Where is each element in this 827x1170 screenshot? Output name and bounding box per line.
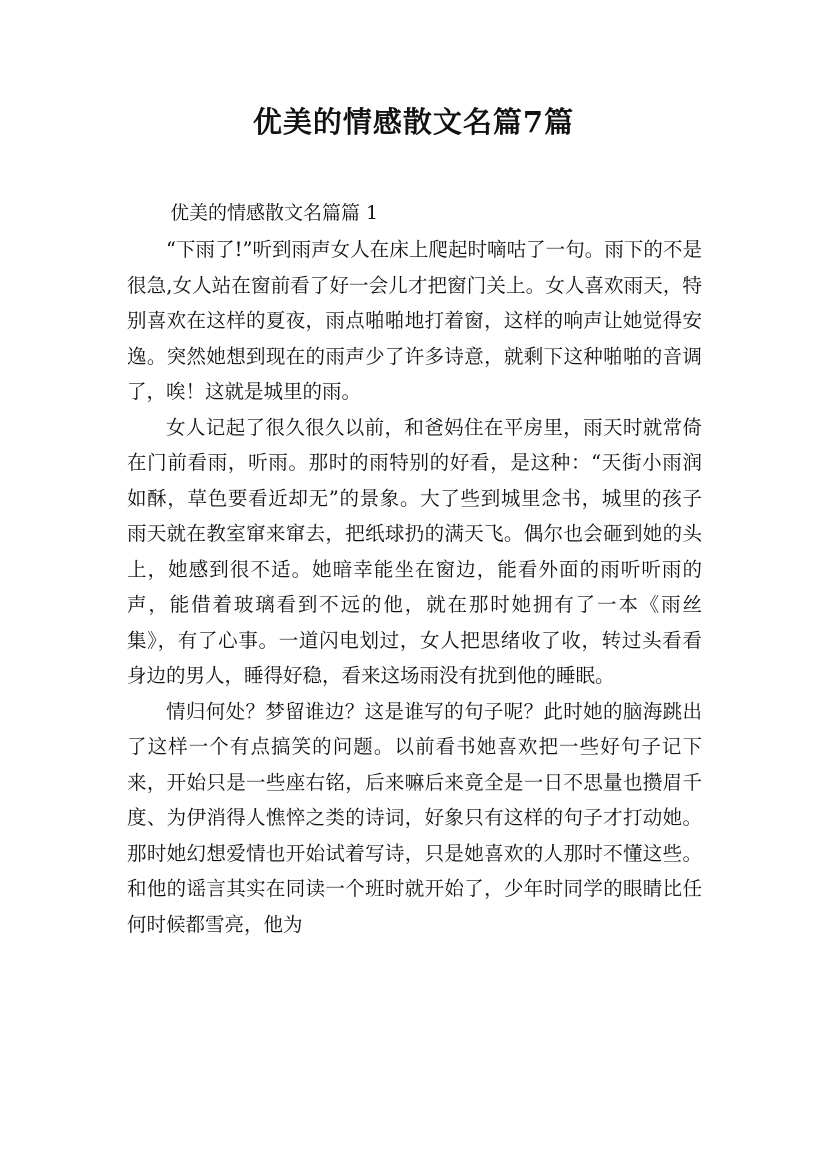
- article-body: [127, 232, 702, 942]
- paragraph: 情归何处？梦留谁边？这是谁写的句子呢？此时她的脑海跳出了这样一个有点搞笑的问题。以前看书她喜欢把一些好句子记下来，开始只是一些座右铭，后来嘛后来竟全是一日不思量也攒眉千度、为伊消得人憔悴之类的诗词，好象只有这样的句子才打动她。那时她幻想爱情也开始试着写诗，只是她喜欢的人那时不懂这些。和他的谣言其实在同读一个班时就开始了，少年时同学的眼睛比任何时候都雪亮，他为: [127, 699, 702, 936]
- page-title: 优美的情感散文名篇7篇: [252, 105, 575, 139]
- paragraph: 女人记起了很久很久以前，和爸妈住在平房里，雨天时就常倚在门前看雨，听雨。那时的雨特别的好看，是这种：“天街小雨润如酥，草色要看近却无”的景象。大了些到城里念书，城里的孩子雨天就在教室窜来窜去，把纸球扔的满天飞。偶尔也会砸到她的头上，她感到很不适。她暗幸能坐在窗边，能看外面的雨听听雨的声，能借着玻璃看到不远的他，就在那时她拥有了一本《雨丝集》，有了心事。一道闪电划过，女人把思绪收了收，转过头看看身边的男人，睡得好稳，看来这场雨没有扰到他的睡眠。: [127, 415, 702, 687]
- section-heading: 优美的情感散文名篇篇 1: [170, 202, 379, 224]
- paragraph: “下雨了!”听到雨声女人在床上爬起时嘀咕了一句。雨下的不是很急,女人站在窗前看了好一会儿才把窗门关上。女人喜欢雨天，特别喜欢在这样的夏夜，雨点啪啪地打着窗，这样的响声让她觉得安逸。突然她想到现在的雨声少了许多诗意，就剩下这种啪啪的音调了，唉！这就是城里的雨。: [127, 238, 702, 403]
